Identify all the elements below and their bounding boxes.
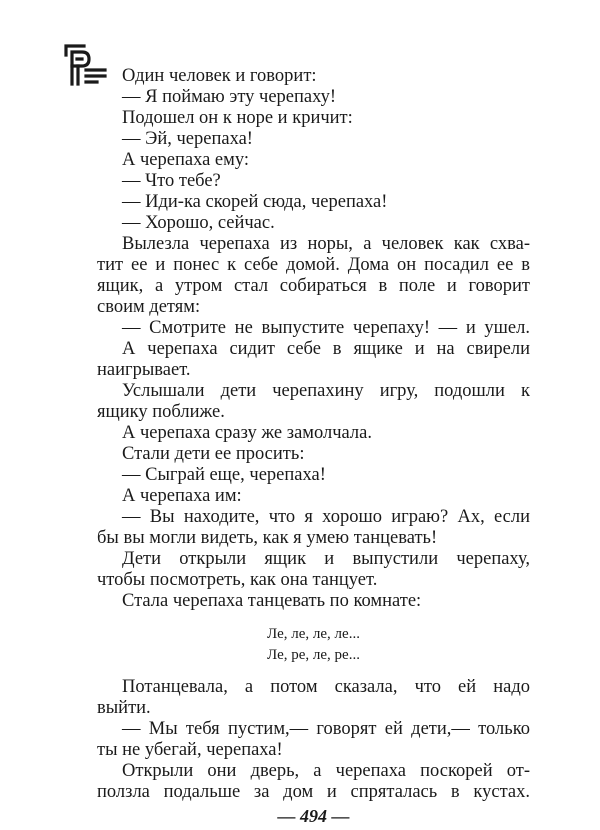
text-line: Дети открыли ящик и выпустили черепаху, bbox=[122, 549, 530, 569]
text-line: тит ее и понес к себе домой. Дома он посадил ее в bbox=[97, 255, 530, 275]
text-line: Стали дети ее просить: bbox=[122, 444, 305, 464]
text-line: Услышали дети черепахину игру, подошли к bbox=[122, 381, 530, 401]
text-line: — Я поймаю эту черепаху! bbox=[122, 87, 337, 107]
text-line: — Сыграй еще, черепаха! bbox=[122, 465, 326, 485]
page-number: — 494 — bbox=[277, 806, 350, 826]
text-line: — Мы тебя пустим,— говорят ей дети,— только bbox=[122, 719, 530, 739]
text-line: — Что тебе? bbox=[122, 171, 221, 191]
song-line: Ле, ре, ле, ре... bbox=[267, 647, 360, 663]
text-line: — Хорошо, сейчас. bbox=[122, 213, 275, 233]
text-line: ящику поближе. bbox=[97, 402, 225, 422]
text-line: наигрывает. bbox=[97, 360, 191, 380]
text-line: Подошел он к норе и кричит: bbox=[122, 108, 353, 128]
text-line: Стала черепаха танцевать по комнате: bbox=[122, 591, 422, 611]
text-line: А черепаха ему: bbox=[122, 150, 249, 170]
text-line: — Смотрите не выпустите черепаху! — и ушел. bbox=[122, 318, 530, 338]
text-line: А черепаха сразу же замолчала. bbox=[122, 423, 372, 443]
text-line: А черепаха им: bbox=[122, 486, 242, 506]
text-line: своим детям: bbox=[97, 297, 201, 317]
text-line: Открыли они дверь, а черепаха поскорей от- bbox=[122, 761, 530, 781]
text-line: ползла подальше за дом и спряталась в кустах. bbox=[97, 782, 530, 802]
text-line: Вылезла черепаха из норы, а человек как схва- bbox=[122, 234, 530, 254]
text-line: выйти. bbox=[97, 698, 151, 718]
text-line: ты не убегай, черепаха! bbox=[97, 740, 283, 760]
text-line: — Иди-ка скорей сюда, черепаха! bbox=[122, 192, 388, 212]
song-line: Ле, ле, ле, ле... bbox=[267, 626, 360, 642]
text-line: Один человек и говорит: bbox=[122, 66, 317, 86]
text-line: Потанцевала, а потом сказала, что ей надо bbox=[122, 677, 530, 697]
text-line: ящик, а утром стал собираться в поле и говорит bbox=[97, 276, 530, 296]
text-line: — Эй, черепаха! bbox=[122, 129, 253, 149]
text-line: — Вы находите, что я хорошо играю? Ах, если bbox=[122, 507, 530, 527]
ornament-icon bbox=[62, 43, 108, 87]
text-line: чтобы посмотреть, как она танцует. bbox=[97, 570, 378, 590]
text-line: бы вы могли видеть, как я умею танцевать! bbox=[97, 528, 438, 548]
text-line: А черепаха сидит себе в ящике и на свирели bbox=[122, 339, 530, 359]
